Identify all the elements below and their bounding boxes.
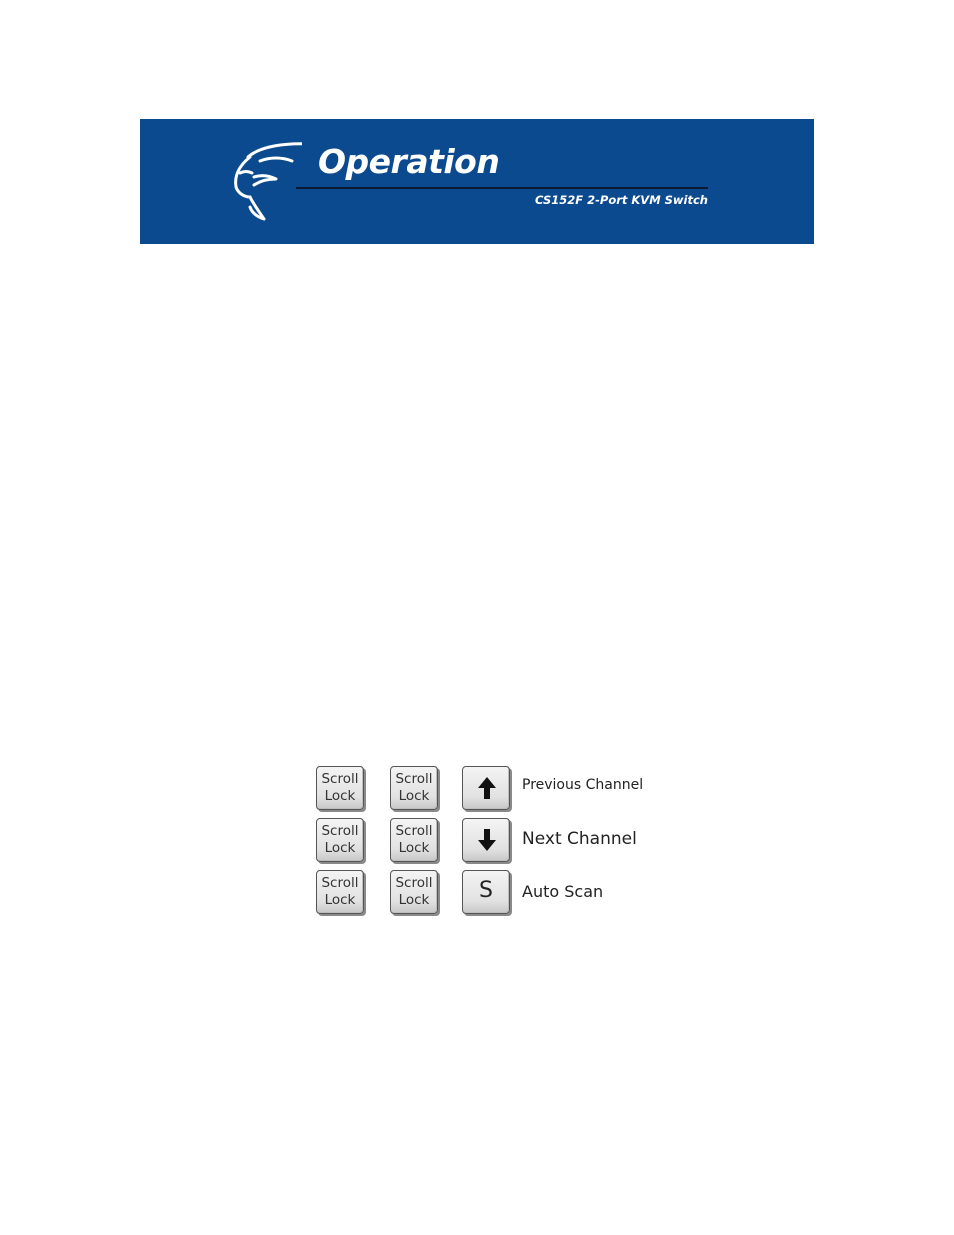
hotkey-action-label: Previous Channel — [522, 777, 644, 793]
key-label-line1: Scroll — [321, 823, 359, 839]
scroll-lock-key — [390, 766, 438, 810]
hotkey-action-label: Auto Scan — [522, 882, 604, 901]
key-label-line1: Scroll — [395, 875, 433, 891]
title-divider — [296, 187, 708, 189]
arrow-up-key — [462, 766, 510, 810]
key-label-line2: Lock — [398, 892, 430, 908]
s-key: S — [462, 870, 510, 914]
scroll-lock-key — [390, 818, 438, 862]
arrow-down-icon — [477, 828, 497, 852]
scroll-lock-key — [316, 766, 364, 810]
key-label-line2: Lock — [324, 892, 356, 908]
scroll-lock-key — [316, 870, 364, 914]
hotkey-row-next-channel — [316, 818, 676, 862]
eagle-head-icon — [230, 131, 302, 223]
page-title: Operation — [318, 142, 500, 181]
scroll-lock-key — [390, 870, 438, 914]
product-subtitle: CS152F 2-Port KVM Switch — [534, 193, 708, 207]
hotkey-row-auto-scan — [316, 870, 676, 914]
key-label-line2: Lock — [324, 840, 356, 856]
key-label-line2: Lock — [324, 788, 356, 804]
key-label-line2: Lock — [398, 840, 430, 856]
hotkey-row-previous-channel — [316, 766, 676, 810]
header-banner — [140, 119, 814, 244]
key-label-line1: Scroll — [321, 771, 359, 787]
hotkey-diagram — [316, 766, 676, 916]
hotkey-action-label: Next Channel — [522, 829, 637, 849]
key-label-line2: Lock — [398, 788, 430, 804]
arrow-up-icon — [477, 776, 497, 800]
key-label-line1: Scroll — [321, 875, 359, 891]
arrow-down-key — [462, 818, 510, 862]
key-label-line1: Scroll — [395, 823, 433, 839]
scroll-lock-key — [316, 818, 364, 862]
key-label-line1: Scroll — [395, 771, 433, 787]
